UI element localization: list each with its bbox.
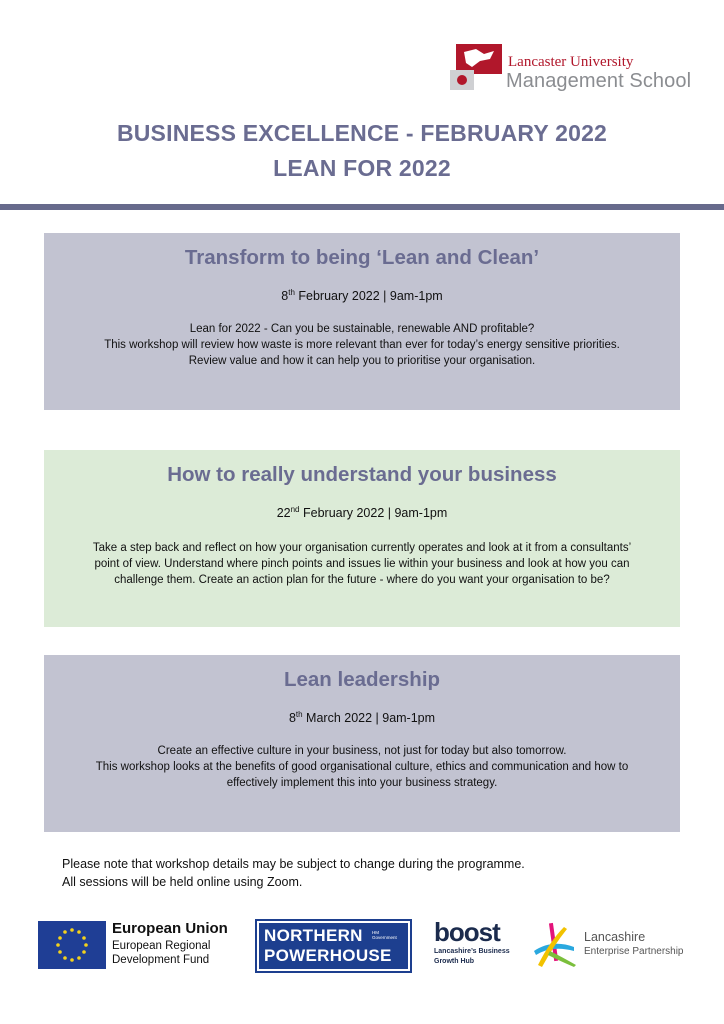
eu-funding-label: European Union European Regional Development Fund <box>112 920 228 966</box>
workshop-card-3 <box>44 655 680 832</box>
workshop-title: Lean leadership <box>283 668 441 691</box>
workshop-date: 8th February 2022 | 9am-1pm <box>281 288 443 304</box>
hm-government-mark: HM Government <box>372 930 397 940</box>
northern-powerhouse-logo: NORTHERN POWERHOUSE HM Government <box>257 921 410 971</box>
logo-line-2: Management School <box>506 70 692 92</box>
lep-logo-icon <box>530 921 578 967</box>
eu-flag-icon <box>38 921 106 969</box>
boost-logo: boost Lancashire’s Business Growth Hub <box>434 917 510 965</box>
workshop-title: How to really understand your business <box>167 463 557 486</box>
lep-label: Lancashire Enterprise Partnership <box>584 930 684 957</box>
lancaster-university-logo <box>450 42 700 94</box>
workshop-card-1 <box>44 233 680 410</box>
workshop-description: Take a step back and reflect on how your organisation currently operates and look at it from a consultants’ point of view. Understand where pinch points and issues lie within your business and look at how you can challenge them. Create an action plan for the future - where do you want your organisation to be? <box>92 542 632 586</box>
workshop-description: Create an effective culture in your business, not just for today but also tomorrow. This workshop looks at the benefits of good organisational culture, ethics and communication and how to effectively implement this into your business strategy. <box>95 745 629 789</box>
page-subtitle: LEAN FOR 2022 <box>273 155 451 181</box>
header-divider <box>0 204 724 210</box>
workshop-card-2 <box>44 450 680 627</box>
page-title: BUSINESS EXCELLENCE - FEBRUARY 2022 <box>116 120 608 146</box>
logo-line-1: Lancaster University <box>508 54 634 70</box>
zoom-note: All sessions will be held online using Zoom. <box>62 875 303 889</box>
workshop-description: Lean for 2022 - Can you be sustainable, renewable AND profitable? This workshop will review how waste is more relevant than ever for today’s energy sensitive priorities. Review value and how it can help you to prioritise your organisation. <box>104 323 620 367</box>
workshop-title: Transform to being ‘Lean and Clean’ <box>184 246 540 269</box>
programme-note: Please note that workshop details may be subject to change during the programme. <box>62 857 525 871</box>
lancaster-crest-icon <box>450 42 502 90</box>
workshop-date: 22nd February 2022 | 9am-1pm <box>276 505 448 521</box>
workshop-date: 8th March 2022 | 9am-1pm <box>288 710 436 726</box>
